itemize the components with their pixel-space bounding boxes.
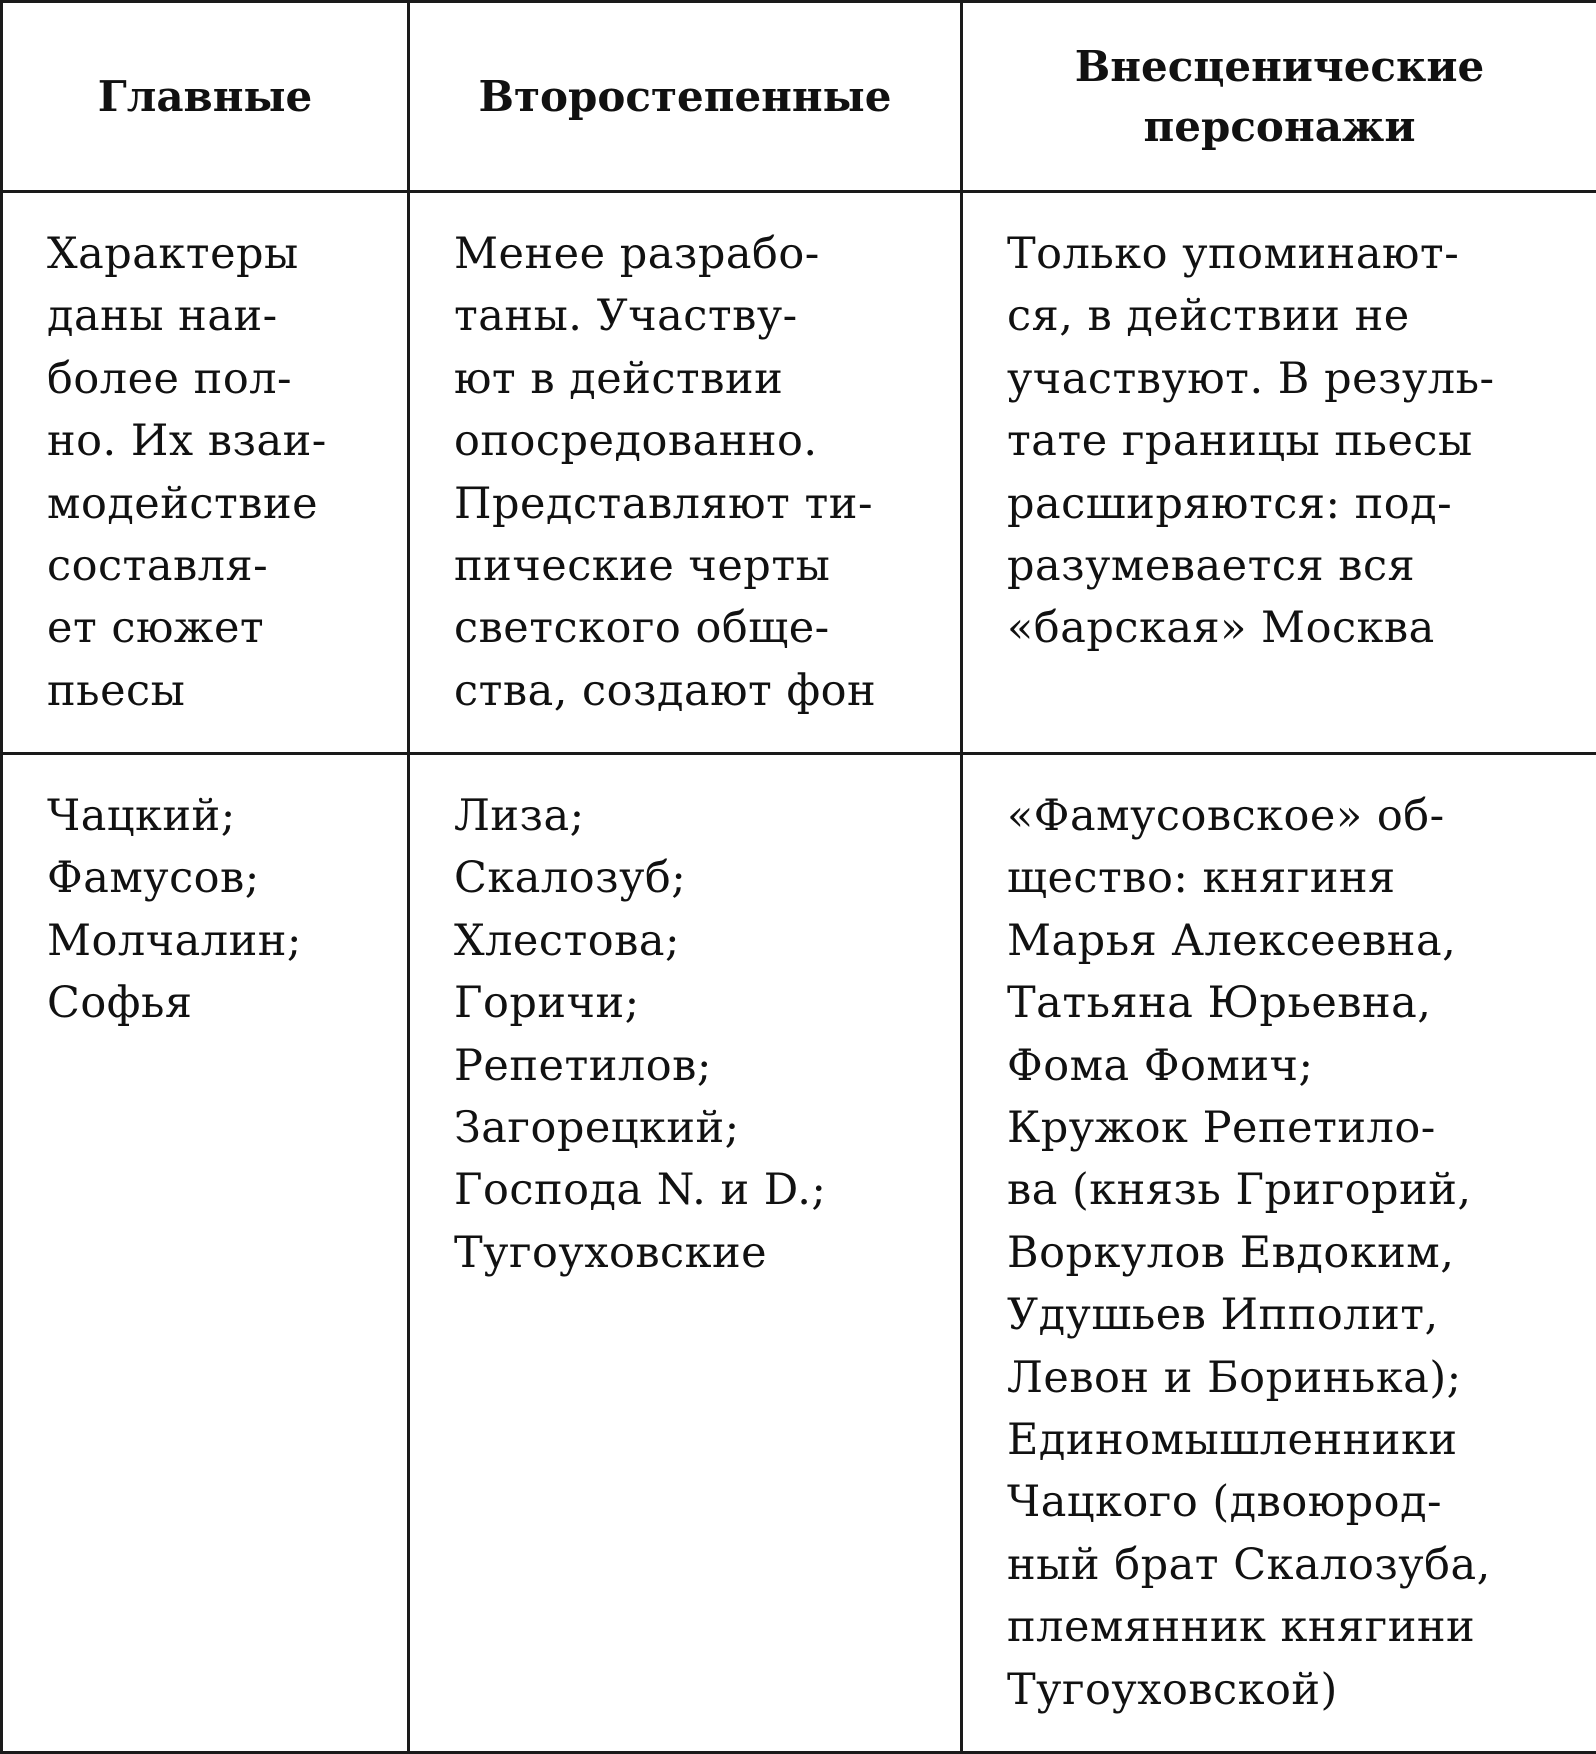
cell-text-line: Чацкий; (47, 791, 236, 841)
cell-text-line: ный брат Скалозуба, (1007, 1539, 1491, 1590)
cell-text-line: светского обще- (454, 603, 830, 654)
description-secondary (409, 192, 962, 754)
header-row (2, 2, 1596, 192)
cell-text-line: составля- (47, 541, 269, 592)
characters-offstage (962, 754, 1596, 1753)
cell-text-line: ет сюжет (47, 603, 265, 654)
cell-text-line: Загорецкий; (454, 1103, 740, 1154)
cell-text-line: «Фамусовское» об- (1007, 791, 1445, 841)
cell-text-line: Тугоуховские (454, 1227, 768, 1278)
cell-text-line: Лиза; (454, 791, 585, 841)
cell-text-line: даны наи- (47, 291, 278, 342)
cell-text-line: участвуют. В резуль- (1007, 353, 1495, 404)
cell-text-line: разумевается вся (1007, 541, 1416, 592)
header-text-line: Главные (97, 71, 313, 121)
cell-text-line: Кружок Репетило- (1007, 1103, 1436, 1154)
header-text-line: персонажи (1143, 101, 1416, 151)
cell-text-line: Фамусов; (47, 853, 260, 904)
cell-text-line: Фома Фомич; (1007, 1040, 1314, 1091)
cell-text-line: модействие (47, 478, 319, 529)
cell-text-line: Только упоминают- (1007, 229, 1460, 279)
cell-text-line: Господа N. и D.; (454, 1165, 827, 1216)
header-text-line: Второстепенные (478, 71, 892, 121)
cell-text-line: Представляют ти- (454, 478, 873, 529)
cell-text-line: «барская» Москва (1007, 603, 1435, 654)
cell-text-line: ют в действии (454, 353, 784, 404)
cell-text-line: щество: княгиня (1007, 853, 1396, 904)
cell-text-line: Единомышленники (1007, 1415, 1458, 1466)
characters-row (2, 754, 1596, 1753)
header-main (2, 2, 409, 192)
cell-text-line: Менее разрабо- (454, 229, 820, 279)
cell-text-line: Горичи; (454, 978, 640, 1029)
cell-text-line: более пол- (47, 353, 293, 404)
cell-text-line: Чацкого (двоюрод- (1007, 1477, 1443, 1528)
cell-text-line: Удушьев Ипполит, (1007, 1290, 1439, 1341)
cell-text-line: Молчалин; (47, 915, 302, 966)
description-main (2, 192, 409, 754)
cell-text-line: Тугоуховской) (1007, 1664, 1338, 1715)
cell-text-line: Софья (47, 978, 193, 1029)
cell-text-line: Скалозуб; (454, 853, 687, 904)
header-offstage (962, 2, 1596, 192)
cell-text-line: тате границы пьесы (1007, 416, 1473, 467)
cell-text-line: расширяются: под- (1007, 478, 1453, 529)
cell-text-line: Марья Алексеевна, (1007, 915, 1457, 966)
cell-text-line: ва (князь Григорий, (1007, 1165, 1472, 1216)
description-row (2, 192, 1596, 754)
cell-text-line: Воркулов Евдоким, (1007, 1227, 1455, 1278)
cell-text-line: опосредованно. (454, 416, 818, 467)
cell-text-line: но. Их взаи- (47, 416, 327, 467)
cell-text-line: Хлестова; (454, 915, 680, 966)
cell-text-line: ся, в действии не (1007, 291, 1410, 342)
cell-text-line: пьесы (47, 665, 186, 716)
cell-text-line: ства, создают фон (454, 665, 877, 716)
cell-text-line: Левон и Боринька); (1007, 1352, 1462, 1403)
header-secondary (409, 2, 962, 192)
cell-text-line: таны. Участву- (454, 291, 798, 342)
characters-main (2, 754, 409, 1753)
description-offstage (962, 192, 1596, 754)
characters-secondary (409, 754, 962, 1753)
cell-text-line: Характеры (47, 229, 299, 279)
header-text-line: Внесценические (1074, 41, 1485, 91)
cell-text-line: племянник княгини (1007, 1602, 1476, 1653)
cell-text-line: Репетилов; (454, 1040, 712, 1091)
cell-text-line: пические черты (454, 541, 831, 592)
cell-text-line: Татьяна Юрьевна, (1007, 978, 1432, 1029)
